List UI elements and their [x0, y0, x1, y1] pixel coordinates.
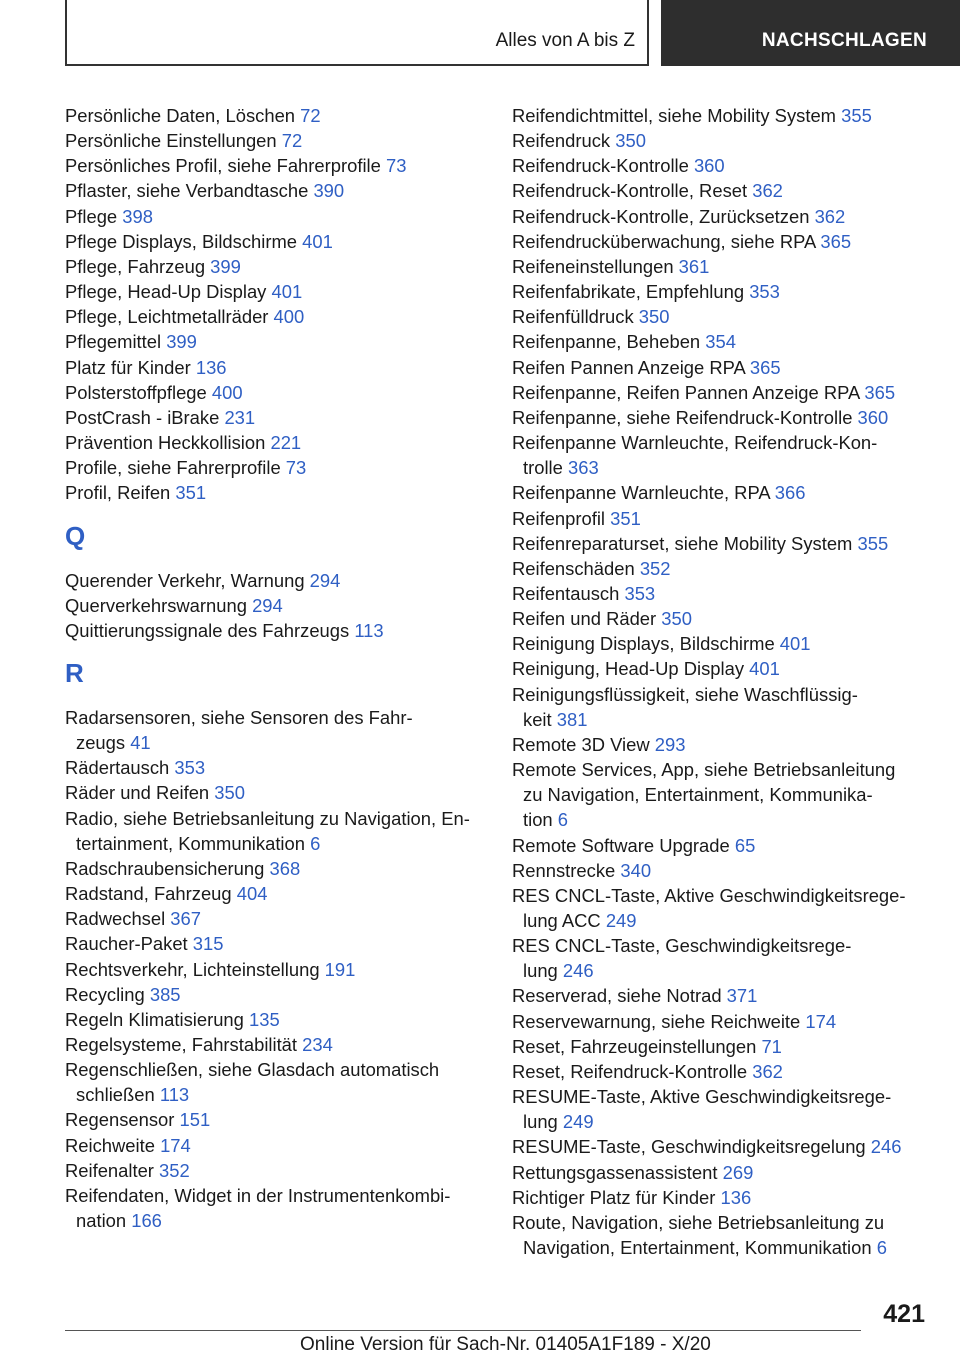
- index-page-link[interactable]: 353: [624, 582, 656, 604]
- index-entry: [512, 128, 932, 153]
- index-page-link[interactable]: 401: [271, 281, 303, 303]
- index-page-link[interactable]: 231: [224, 406, 256, 428]
- index-page-link[interactable]: 353: [749, 281, 780, 303]
- index-entry-text: Route, Navigation, siehe Betriebsanleitung zu: [512, 1211, 885, 1233]
- index-entry: [512, 1185, 932, 1210]
- index-page-link[interactable]: 401: [779, 633, 811, 655]
- index-entry: [65, 204, 485, 229]
- index-entry: [512, 933, 932, 983]
- index-page-link[interactable]: 350: [661, 608, 692, 630]
- index-page-link[interactable]: 113: [354, 619, 384, 641]
- index-page-link[interactable]: 362: [814, 205, 846, 227]
- index-entry-text: Regelsysteme, Fahrstabilität: [65, 1034, 303, 1055]
- index-entry-text: Persönliches Profil, siehe Fahrerprofile: [65, 155, 386, 177]
- index-entry: [512, 682, 932, 732]
- index-entry: [512, 531, 932, 556]
- index-entry-text: nation: [76, 1210, 132, 1232]
- index-entry-text: Rädertausch: [65, 757, 175, 779]
- index-page-link[interactable]: 246: [562, 960, 594, 982]
- index-entry-text: Reset, Fahrzeugeinstellungen: [512, 1035, 762, 1057]
- index-page-link[interactable]: 399: [210, 255, 241, 277]
- index-entry: [65, 1107, 485, 1132]
- index-page-link[interactable]: 135: [249, 1008, 280, 1030]
- index-page-link[interactable]: 73: [385, 155, 407, 177]
- footer-text: Online Version für Sach-Nr. 01405A1F189 - X/20: [300, 1334, 711, 1355]
- index-page-link[interactable]: 355: [857, 532, 889, 554]
- index-page-link[interactable]: 6: [876, 1237, 887, 1259]
- index-page-link[interactable]: 360: [857, 406, 889, 428]
- index-page-link[interactable]: 73: [285, 457, 307, 479]
- index-entry-text: Reifenprofil: [512, 507, 611, 529]
- index-page-link[interactable]: 365: [749, 356, 781, 378]
- index-page-link[interactable]: 385: [149, 983, 181, 1005]
- header-section-tab: [661, 0, 960, 66]
- index-entry-text: Regeln Klimatisierung: [65, 1008, 249, 1030]
- index-page-link[interactable]: 72: [300, 105, 321, 126]
- index-page-link[interactable]: 72: [281, 130, 303, 152]
- footer-rule: [65, 1330, 861, 1331]
- index-entry-text: Regensensor: [65, 1109, 180, 1131]
- index-entry: [65, 430, 485, 455]
- index-entry-text: Pflegemittel: [65, 331, 167, 353]
- index-entry-text: Polsterstoffpflege: [65, 381, 212, 403]
- index-page-link[interactable]: 350: [638, 306, 670, 328]
- index-entry: [512, 355, 932, 380]
- index-page-link[interactable]: 136: [195, 356, 227, 378]
- index-entry: [65, 780, 485, 805]
- index-page-link[interactable]: 174: [160, 1134, 191, 1156]
- index-entry-text: Regenschließen, siehe Glasdach automatisch: [65, 1059, 440, 1081]
- index-page-link[interactable]: 351: [610, 507, 641, 529]
- index-page-link[interactable]: 360: [693, 155, 725, 177]
- index-entry-text: Profil, Reifen: [65, 482, 176, 504]
- index-entry-text: schließen: [76, 1084, 160, 1106]
- index-entry: [512, 732, 932, 757]
- index-page-link[interactable]: 365: [820, 230, 852, 252]
- index-column-left: [65, 103, 485, 1233]
- header-title: Alles von A bis Z: [495, 30, 635, 51]
- index-entry: [512, 304, 932, 329]
- index-entry: [512, 229, 932, 254]
- index-entry-text: Rechtsverkehr, Lichteinstellung: [65, 958, 325, 980]
- index-entry-text: Reichweite: [65, 1134, 161, 1156]
- index-page-link[interactable]: 71: [761, 1035, 782, 1057]
- index-entry: [65, 1007, 485, 1032]
- index-page-link[interactable]: 293: [654, 733, 686, 755]
- index-page-link[interactable]: 366: [774, 482, 806, 504]
- index-entry-text: Raucher-Paket: [65, 933, 193, 955]
- index-entry-text: Reinigungsflüssigkeit, siehe Waschflüssig-: [512, 683, 858, 705]
- index-entry: [512, 204, 932, 229]
- index-page-link[interactable]: 400: [211, 381, 243, 403]
- index-entry: [512, 480, 932, 505]
- index-entry: [512, 1034, 932, 1059]
- index-entry-text: Recycling: [65, 983, 150, 1005]
- index-entry: [65, 568, 485, 593]
- index-entry: [65, 1057, 485, 1107]
- index-entry-text: Reifen Pannen Anzeige RPA: [512, 356, 750, 378]
- index-entry: [512, 153, 932, 178]
- index-entry: [512, 506, 932, 531]
- index-entry: [65, 178, 485, 203]
- index-page-link[interactable]: 65: [734, 834, 756, 856]
- index-page-link[interactable]: 191: [324, 958, 356, 980]
- index-entry-text: Pflege, Leichtmetallräder: [65, 306, 274, 328]
- index-entry-text: Querender Verkehr, Warnung: [65, 569, 310, 591]
- index-entry: [512, 103, 932, 128]
- index-entry-text: Querverkehrswarnung: [65, 594, 253, 616]
- index-page-link[interactable]: 363: [567, 457, 599, 479]
- index-entry-text: zu Navigation, Entertainment, Kommunika-: [523, 784, 873, 806]
- index-entry: [65, 856, 485, 881]
- index-entry: [512, 883, 932, 933]
- index-entry: [512, 279, 932, 304]
- index-page-link[interactable]: 6: [310, 832, 321, 854]
- index-page-link[interactable]: 353: [174, 757, 206, 779]
- index-entry: [65, 380, 485, 405]
- index-entry: [512, 556, 932, 581]
- index-entry-text: Reifenpanne, Beheben: [512, 331, 706, 353]
- index-page-link[interactable]: 361: [678, 255, 710, 277]
- index-entry-text: tertainment, Kommunikation: [76, 832, 311, 854]
- index-entry-text: Reinigung, Head-Up Display: [512, 658, 750, 680]
- index-entry: [65, 103, 485, 128]
- index-entry: [512, 405, 932, 430]
- index-page-link[interactable]: 166: [131, 1210, 162, 1232]
- index-entry: [65, 1032, 485, 1057]
- index-page-link[interactable]: 401: [749, 658, 780, 680]
- index-entry: [65, 480, 485, 505]
- index-column-right: [512, 103, 932, 1260]
- index-entry: [65, 806, 485, 856]
- index-entry-text: Remote Software Upgrade: [512, 834, 735, 856]
- index-page-link[interactable]: 340: [620, 859, 652, 881]
- index-entry-text: Pflege Displays, Bildschirme: [65, 230, 303, 252]
- index-entry-text: Reifenschäden: [512, 557, 640, 579]
- index-page-link[interactable]: 6: [557, 809, 568, 831]
- index-page-link[interactable]: 354: [705, 331, 736, 353]
- index-entry: [65, 1158, 485, 1183]
- index-page-link[interactable]: 351: [175, 482, 207, 504]
- index-entry-text: Reifenpanne Warnleuchte, RPA: [512, 482, 775, 504]
- index-entry: [65, 755, 485, 780]
- page-number: 421: [883, 1300, 925, 1328]
- index-entry-text: zeugs: [76, 732, 131, 754]
- index-entry: [65, 279, 485, 304]
- index-entry-text: Reifendruck: [512, 130, 616, 152]
- index-entry-text: Reifendruck-Kontrolle, Reset: [512, 180, 753, 202]
- index-entry-text: RES CNCL-Taste, Aktive Geschwindigkeitsrege-: [512, 884, 906, 906]
- index-entry-text: Remote Services, App, siehe Betriebsanleitung: [512, 759, 896, 781]
- index-entry: [512, 254, 932, 279]
- index-entry-text: Reifen und Räder: [512, 608, 662, 630]
- index-entry: [65, 931, 485, 956]
- index-page-link[interactable]: 368: [269, 857, 301, 879]
- index-entry: [512, 606, 932, 631]
- index-entry-text: Radschraubensicherung: [65, 857, 270, 879]
- index-entry: [65, 593, 485, 618]
- index-entry-text: Reifenpanne Warnleuchte, Reifendruck-Kon-: [512, 432, 878, 454]
- index-entry-text: lung: [523, 960, 563, 982]
- index-page-link[interactable]: 113: [159, 1084, 190, 1106]
- index-entry-text: Reset, Reifendruck-Kontrolle: [512, 1060, 753, 1082]
- index-entry: [65, 304, 485, 329]
- index-entry: [65, 982, 485, 1007]
- index-entry-text: keit: [523, 708, 557, 730]
- index-entry: [65, 405, 485, 430]
- index-page-link[interactable]: 136: [720, 1186, 752, 1208]
- index-entry-text: Navigation, Entertainment, Kommunikation: [523, 1237, 877, 1259]
- index-entry: [65, 153, 485, 178]
- index-page-link[interactable]: 221: [270, 432, 302, 454]
- index-entry-text: Pflege, Head-Up Display: [65, 281, 272, 303]
- index-entry: [512, 178, 932, 203]
- index-page-link[interactable]: 294: [252, 594, 283, 616]
- index-entry-text: trolle: [523, 457, 568, 479]
- index-entry: [65, 618, 485, 643]
- header-border-right: [647, 0, 649, 66]
- index-entry: [512, 1134, 932, 1159]
- index-entry: [512, 1160, 932, 1185]
- index-entry-text: Radio, siehe Betriebsanleitung zu Navigation, En-: [65, 807, 470, 829]
- index-page-link[interactable]: 234: [302, 1034, 333, 1055]
- index-entry-text: Reservewarnung, siehe Reichweite: [512, 1010, 806, 1032]
- index-entry-text: Quittierungssignale des Fahrzeugs: [65, 619, 355, 641]
- index-entry-text: Persönliche Einstellungen: [65, 130, 282, 152]
- index-entry-text: Reifentausch: [512, 582, 625, 604]
- index-page-link[interactable]: 365: [864, 381, 896, 403]
- index-entry: [512, 1210, 932, 1260]
- index-entry-text: RES CNCL-Taste, Geschwindigkeitsrege-: [512, 935, 852, 957]
- index-page-link[interactable]: 362: [752, 180, 783, 202]
- index-entry-text: Pflaster, siehe Verbandtasche: [65, 180, 314, 202]
- index-entry-text: Reifendaten, Widget in der Instrumentenkombi-: [65, 1184, 451, 1206]
- index-entry-text: Platz für Kinder: [65, 356, 196, 378]
- index-entry: [512, 858, 932, 883]
- index-page-link[interactable]: 151: [179, 1109, 211, 1131]
- index-entry: [65, 128, 485, 153]
- index-entry-text: Pflege: [65, 205, 123, 227]
- index-entry-text: Richtiger Platz für Kinder: [512, 1186, 721, 1208]
- index-entry-text: Radarsensoren, siehe Sensoren des Fahr-: [65, 706, 413, 728]
- index-page-link[interactable]: 315: [192, 933, 224, 955]
- index-entry-text: Reifenpanne, siehe Reifendruck-Kontrolle: [512, 406, 858, 428]
- index-entry-text: RESUME-Taste, Aktive Geschwindigkeitsrege-: [512, 1086, 892, 1108]
- index-entry: [512, 430, 932, 480]
- index-entry: [512, 631, 932, 656]
- index-entry-text: Reifenfabrikate, Empfehlung: [512, 281, 750, 303]
- index-entry: [512, 757, 932, 832]
- index-entry-text: Radstand, Fahrzeug: [65, 883, 237, 905]
- index-page-link[interactable]: 399: [166, 331, 197, 353]
- index-entry-text: Reifendichtmittel, siehe Mobility System: [512, 105, 842, 126]
- index-entry-text: Rennstrecke: [512, 859, 621, 881]
- index-entry-text: Prävention Heckkollision: [65, 432, 271, 454]
- index-entry-text: Reinigung Displays, Bildschirme: [512, 633, 780, 655]
- index-entry: [65, 355, 485, 380]
- index-page-link[interactable]: 294: [309, 569, 341, 591]
- index-letter-heading: Q: [65, 520, 86, 551]
- index-entry: [65, 455, 485, 480]
- index-entry-text: Reserverad, siehe Notrad: [512, 985, 727, 1007]
- index-entry: [65, 881, 485, 906]
- index-entry-text: Profile, siehe Fahrerprofile: [65, 457, 286, 479]
- index-page-link[interactable]: 249: [562, 1111, 594, 1133]
- index-entry-text: Räder und Reifen: [65, 782, 215, 804]
- index-entry-text: RESUME-Taste, Geschwindigkeitsregelung: [512, 1136, 871, 1158]
- index-entry-text: Reifenreparaturset, siehe Mobility System: [512, 532, 858, 554]
- index-entry: [512, 380, 932, 405]
- index-entry: [65, 906, 485, 931]
- index-entry-text: lung: [523, 1111, 563, 1133]
- index-entry: [512, 1084, 932, 1134]
- index-page-link[interactable]: 350: [615, 130, 646, 152]
- index-page-link[interactable]: 390: [313, 180, 345, 202]
- index-entry: [65, 1183, 485, 1233]
- index-page-link[interactable]: 352: [159, 1159, 190, 1181]
- index-page-link[interactable]: 269: [722, 1161, 754, 1183]
- index-entry-text: Persönliche Daten, Löschen: [65, 105, 301, 126]
- index-entry-text: Reifendrucküberwachung, siehe RPA: [512, 230, 821, 252]
- index-entry: [65, 957, 485, 982]
- index-page-link[interactable]: 404: [236, 883, 268, 905]
- index-page-link[interactable]: 355: [841, 105, 872, 126]
- index-page-link[interactable]: 400: [273, 306, 305, 328]
- index-page-link[interactable]: 362: [752, 1060, 783, 1082]
- index-entry: [512, 329, 932, 354]
- header-rule: [65, 64, 649, 66]
- index-page-link[interactable]: 249: [605, 910, 637, 931]
- index-page-link[interactable]: 401: [302, 230, 333, 252]
- index-page-link[interactable]: 41: [130, 732, 151, 754]
- index-entry-text: PostCrash - iBrake: [65, 406, 225, 428]
- index-page-link[interactable]: 381: [556, 708, 588, 730]
- index-entry: [65, 1133, 485, 1158]
- index-entry: [65, 229, 485, 254]
- index-entry: [512, 1009, 932, 1034]
- index-entry: [65, 254, 485, 279]
- index-entry-text: Reifenfülldruck: [512, 306, 639, 328]
- index-entry: [65, 329, 485, 354]
- index-entry-text: Reifendruck-Kontrolle: [512, 155, 694, 177]
- index-page-link[interactable]: 350: [214, 782, 245, 804]
- index-entry-text: Radwechsel: [65, 908, 171, 930]
- index-entry: [512, 983, 932, 1008]
- index-entry: [512, 581, 932, 606]
- index-entry-text: Reifendruck-Kontrolle, Zurücksetzen: [512, 205, 815, 227]
- index-entry: [512, 656, 932, 681]
- index-page-link[interactable]: 246: [870, 1136, 902, 1158]
- index-letter-heading: R: [65, 657, 84, 688]
- index-page-link[interactable]: 367: [170, 908, 201, 930]
- index-entry-text: Reifenpanne, Reifen Pannen Anzeige RPA: [512, 381, 865, 403]
- index-page-link[interactable]: 352: [639, 557, 671, 579]
- header-section-label: NACHSCHLAGEN: [761, 30, 927, 51]
- index-entry: [65, 705, 485, 755]
- index-entry-text: lung ACC: [523, 910, 606, 931]
- index-page-link[interactable]: 398: [122, 205, 153, 227]
- index-page-link[interactable]: 174: [805, 1010, 837, 1032]
- index-entry-text: Reifenalter: [65, 1159, 160, 1181]
- index-page-link[interactable]: 371: [726, 985, 758, 1007]
- index-entry: [512, 1059, 932, 1084]
- index-entry-text: Remote 3D View: [512, 733, 655, 755]
- index-entry-text: Reifeneinstellungen: [512, 255, 679, 277]
- index-entry-text: Pflege, Fahrzeug: [65, 255, 211, 277]
- index-entry: [512, 833, 932, 858]
- index-entry-text: tion: [523, 809, 558, 831]
- index-entry-text: Rettungsgassenassistent: [512, 1161, 723, 1183]
